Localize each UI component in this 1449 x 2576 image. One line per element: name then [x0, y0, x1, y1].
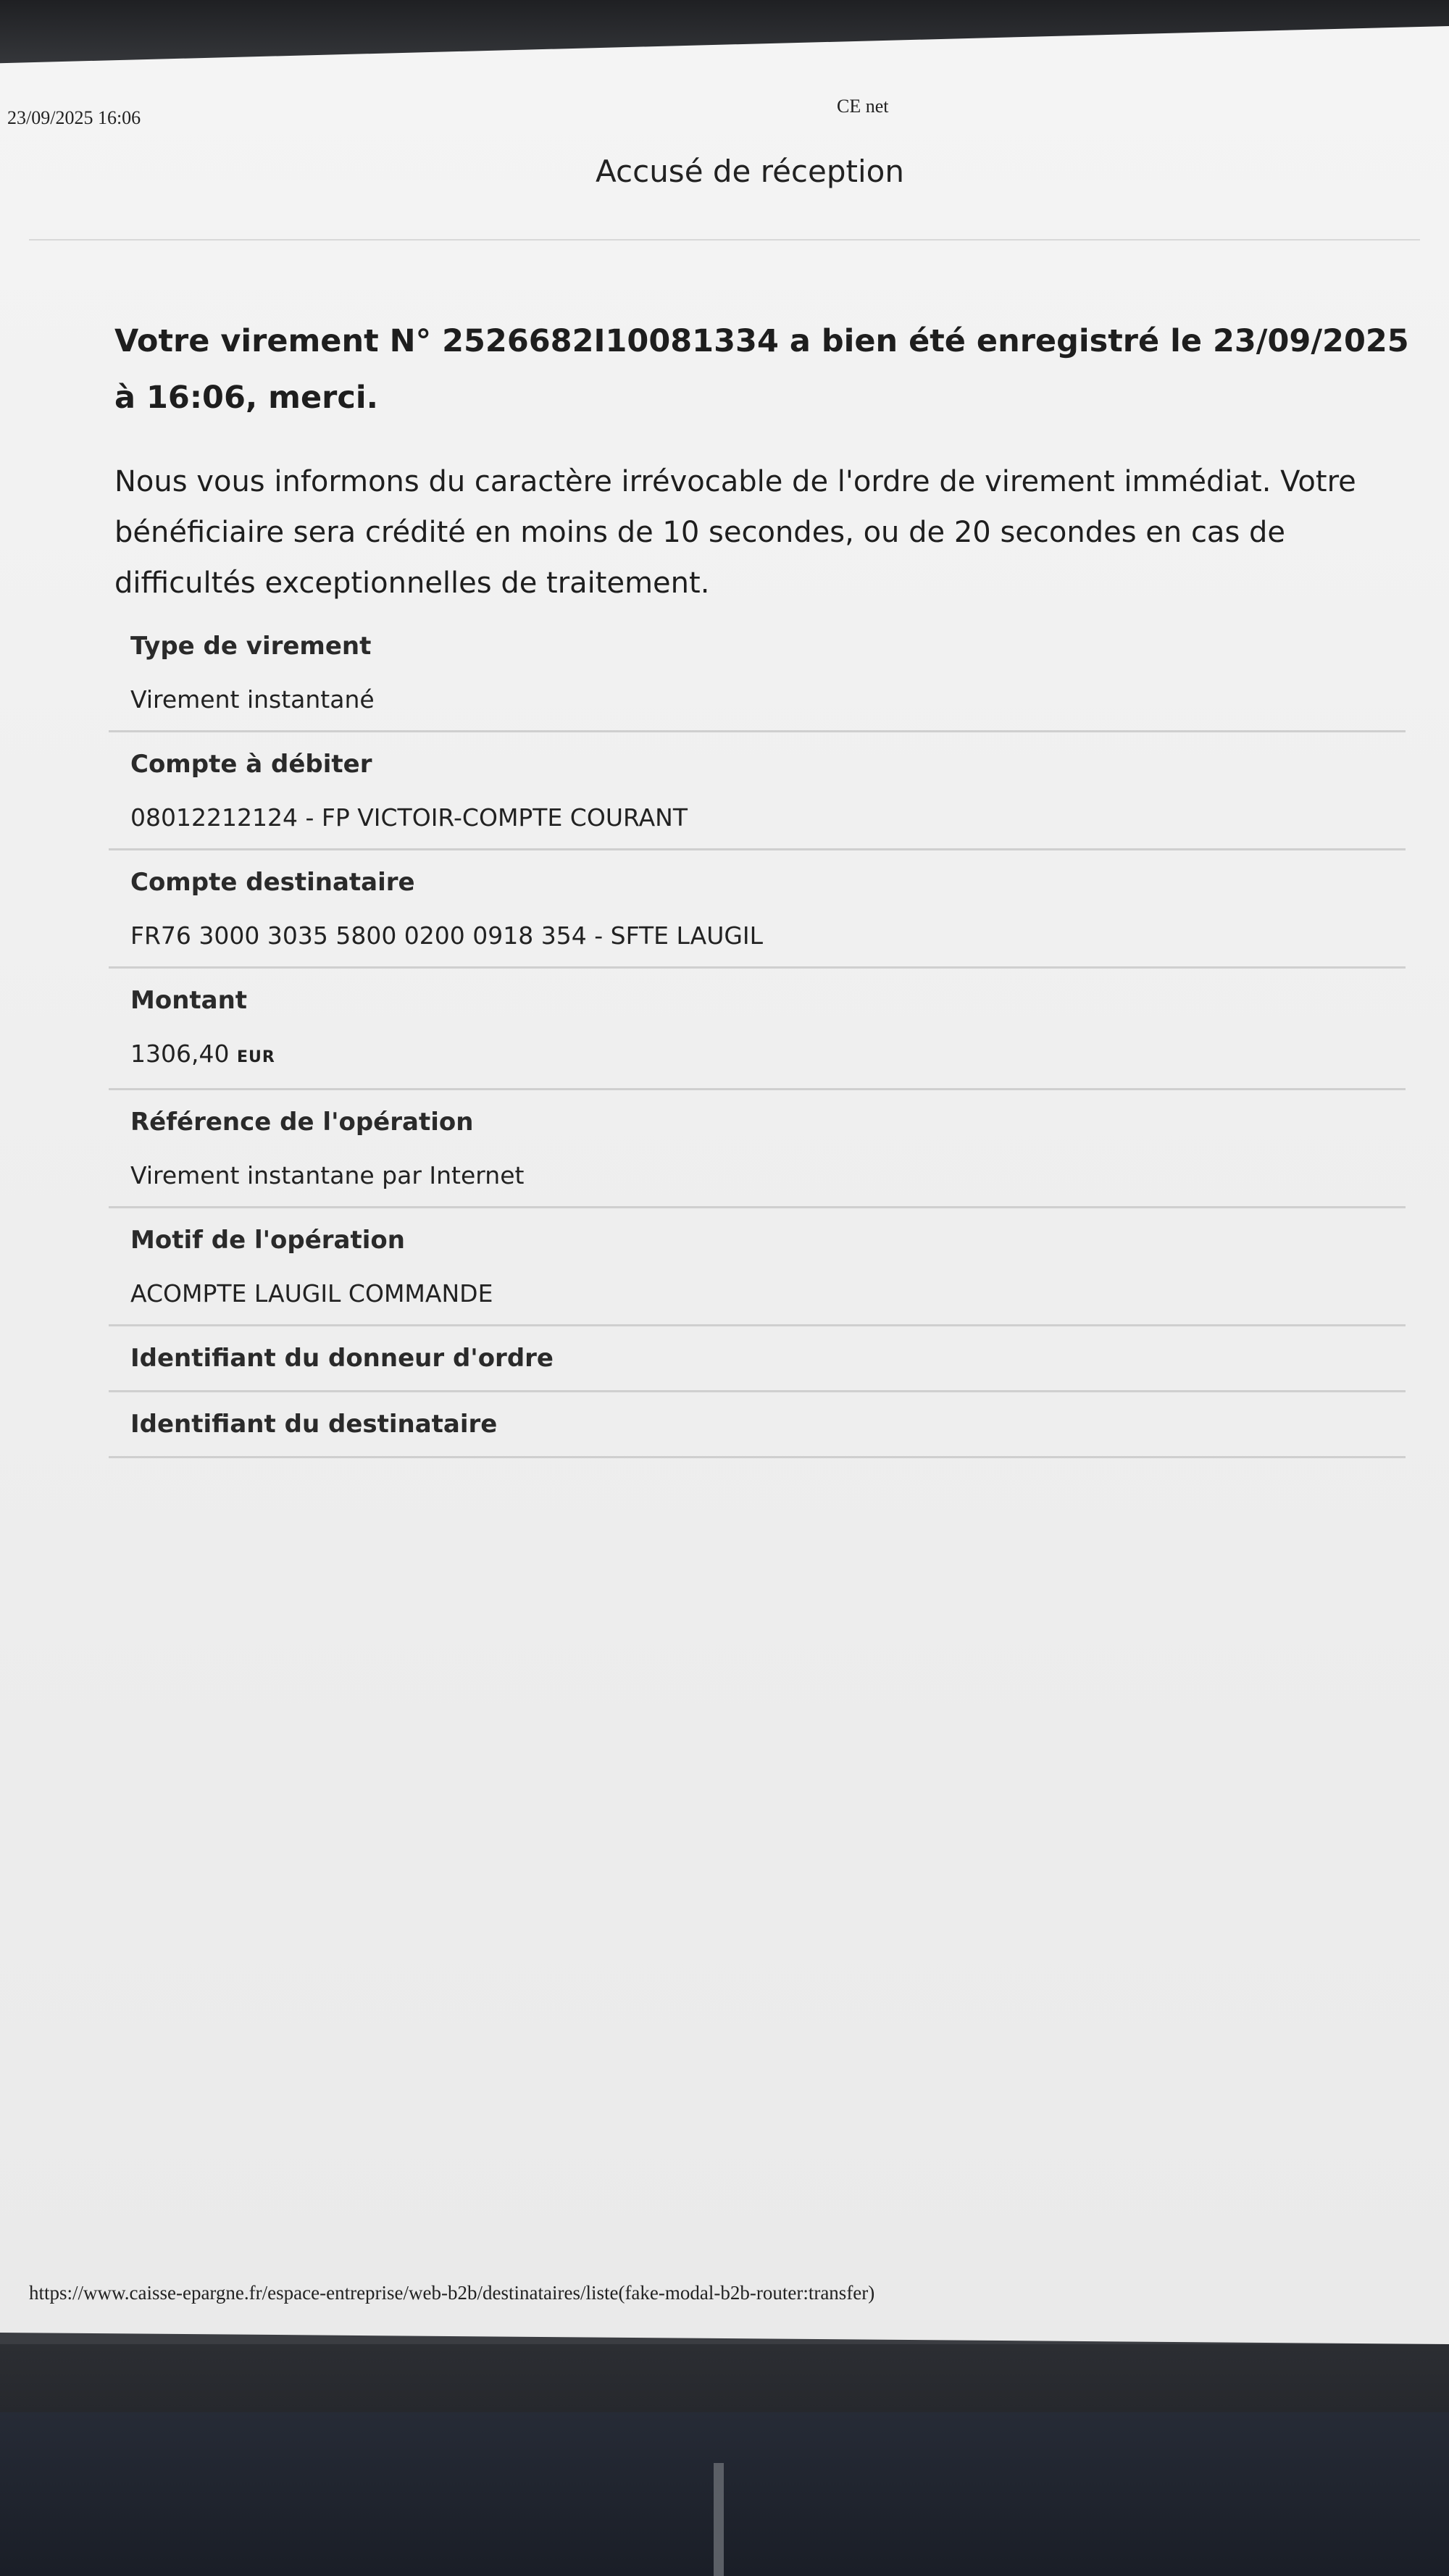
- field-operation-reference: [109, 1100, 1406, 1208]
- field-amount: [109, 979, 1406, 1090]
- field-label: Type de virement: [130, 632, 372, 661]
- print-footer-url: https://www.caisse-epargne.fr/espace-entreprise/web-b2b/destinataires/liste(fake-modal-b2b-router:transfer): [29, 2282, 875, 2304]
- print-site-name: CE net: [837, 96, 889, 117]
- field-label: Identifiant du donneur d'ordre: [130, 1344, 554, 1373]
- field-value: ACOMPTE LAUGIL COMMANDE: [130, 1279, 493, 1308]
- field-value: Virement instantane par Internet: [130, 1161, 525, 1189]
- message-block: [114, 313, 1411, 609]
- field-value: [130, 1035, 1384, 1076]
- field-label: Montant: [130, 986, 248, 1015]
- field-value: Virement instantané: [130, 685, 375, 714]
- field-recipient-account: [109, 861, 1406, 969]
- amount-value: 1306,40: [130, 1040, 230, 1068]
- fabric-seam: [714, 2463, 724, 2576]
- field-label: Motif de l'opération: [130, 1226, 405, 1255]
- print-datetime: 23/09/2025 16:06: [7, 107, 141, 128]
- title-divider: [29, 239, 1420, 241]
- irrevocability-notice: Nous vous informons du caractère irrévocable de l'ordre de virement immédiat. Votre bénéficiaire sera crédité en moins de 10 secondes, ou de 20 secondes en cas de difficultés exceptionnelles de traitement.: [114, 465, 1356, 600]
- field-label: Identifiant du destinataire: [130, 1410, 498, 1439]
- currency-code: EUR: [236, 1048, 275, 1066]
- background-fabric: [0, 2412, 1449, 2576]
- field-debit-account: [109, 743, 1406, 850]
- field-recipient-id: [109, 1402, 1406, 1458]
- field-value: 08012212124 - FP VICTOIR-COMPTE COURANT: [130, 803, 688, 832]
- field-transfer-type: [109, 624, 1406, 732]
- field-value: FR76 3000 3035 5800 0200 0918 354 - SFTE LAUGIL: [130, 921, 764, 950]
- confirmation-message: Votre virement N° 2526682I10081334 a bien été enregistré le 23/09/2025 à 16:06, merci.: [114, 323, 1409, 416]
- transfer-details: [109, 624, 1406, 1458]
- field-label: Référence de l'opération: [130, 1108, 474, 1137]
- page-title: Accusé de réception: [596, 154, 904, 189]
- field-ordering-party-id: [109, 1337, 1406, 1392]
- field-operation-reason: [109, 1218, 1406, 1326]
- field-label: Compte à débiter: [130, 750, 372, 779]
- field-label: Compte destinataire: [130, 868, 415, 897]
